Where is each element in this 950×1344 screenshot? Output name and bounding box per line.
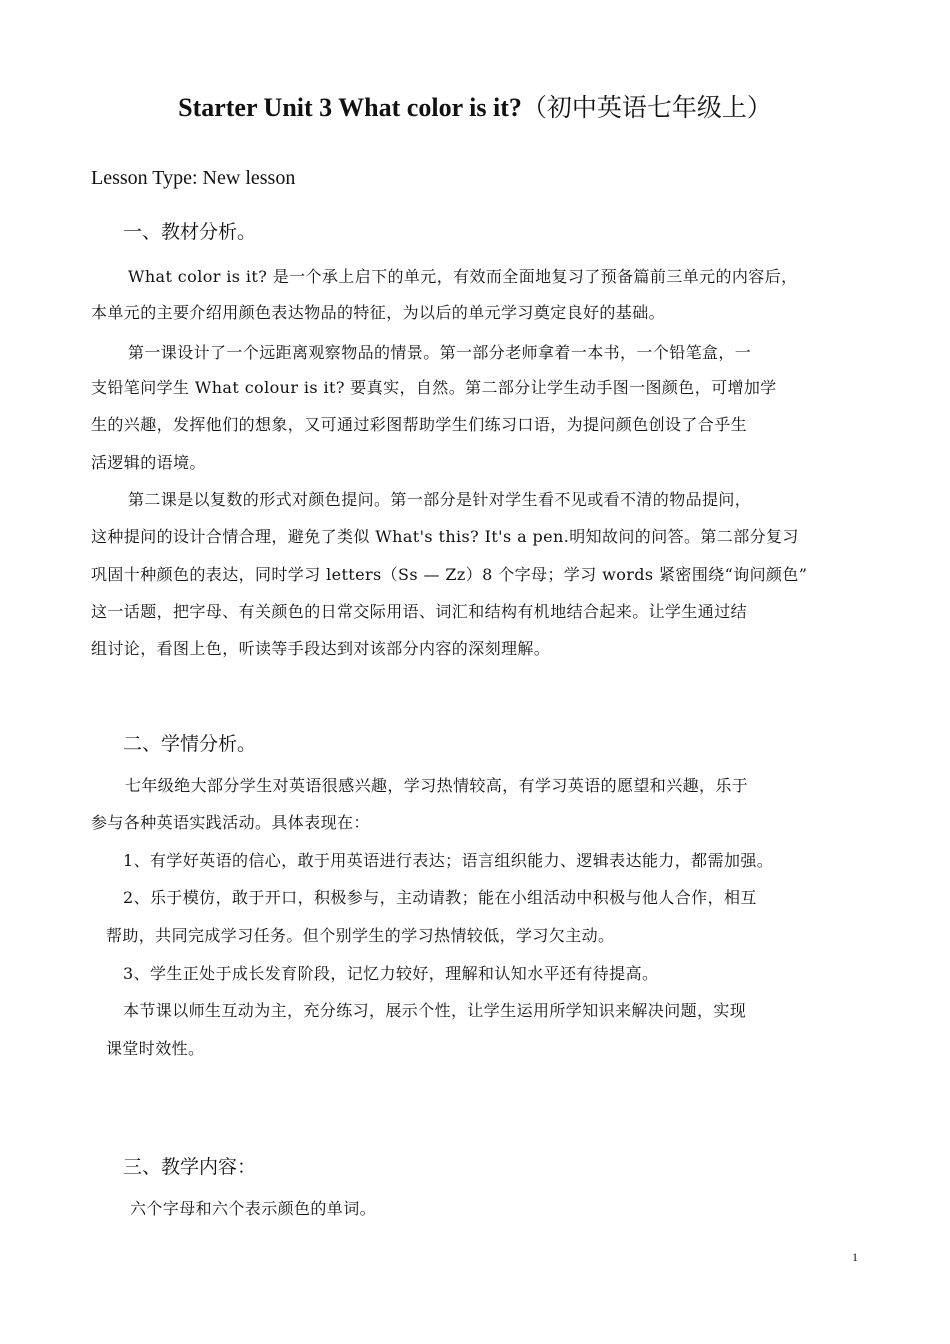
paragraph-line: 活逻辑的语境。 (91, 453, 206, 472)
paragraph-line: 课堂时效性。 (106, 1039, 205, 1058)
section-heading-1: 一、教材分析。 (123, 221, 257, 243)
paragraph-line: 六个字母和六个表示颜色的单词。 (130, 1199, 377, 1218)
paragraph-line: 七年级绝大部分学生对英语很感兴趣，学习热情较高，有学习英语的愿望和兴趣，乐于 (125, 776, 749, 795)
paragraph-line: 巩固十种颜色的表达，同时学习 letters（Ss — Zz）8 个字母；学习 words 紧密围绕“询问颜色” (91, 565, 808, 584)
page-number: 1 (852, 1250, 858, 1264)
document-title (0, 88, 950, 124)
paragraph-line: 本单元的主要介绍用颜色表达物品的特征，为以后的单元学习奠定良好的基础。 (91, 303, 666, 322)
section-heading-2: 二、学情分析。 (123, 733, 257, 755)
paragraph-line: What color is it? 是一个承上启下的单元，有效而全面地复习了预备篇前三单元的内容后， (128, 267, 798, 286)
paragraph-line: 生的兴趣，发挥他们的想象，又可通过彩图帮助学生们练习口语，为提问颜色创设了合乎生 (91, 415, 748, 434)
list-item: 2、乐于模仿，敢于开口，积极参与，主动请教；能在小组活动中积极与他人合作，相互 (123, 888, 757, 907)
paragraph-line: 第二课是以复数的形式对颜色提问。第一部分是针对学生看不见或看不清的物品提问， (128, 490, 752, 509)
list-item: 3、学生正处于成长发育阶段，记忆力较好，理解和认知水平还有待提高。 (123, 964, 659, 983)
paragraph-line: 第一课设计了一个远距离观察物品的情景。第一部分老师拿着一本书，一个铅笔盒，一 (128, 343, 752, 362)
paragraph-line: 参与各种英语实践活动。具体表现在： (91, 813, 370, 832)
section-heading-3: 三、教学内容： (123, 1156, 257, 1178)
paragraph-line: 支铅笔问学生 What colour is it? 要真实，自然。第二部分让学生动手图一图颜色，可增加学 (91, 378, 777, 397)
lesson-type: Lesson Type: New lesson (91, 167, 296, 189)
paragraph-line: 这种提问的设计合情合理，避免了类似 What's this? It's a pen.明知故问的问答。第二部分复习 (91, 527, 799, 546)
title-english: Starter Unit 3 What color is it? (178, 93, 522, 122)
title-chinese: （初中英语七年级上） (521, 93, 772, 122)
list-item: 1、有学好英语的信心，敢于用英语进行表达；语言组织能力、逻辑表达能力，都需加强。 (123, 851, 774, 870)
paragraph-line: 组讨论，看图上色，听读等手段达到对该部分内容的深刻理解。 (91, 639, 551, 658)
list-item: 帮助，共同完成学习任务。但个别学生的学习热情较低，学习欠主动。 (106, 926, 615, 945)
paragraph-line: 本节课以师生互动为主，充分练习，展示个性，让学生运用所学知识来解决问题，实现 (123, 1001, 747, 1020)
paragraph-line: 这一话题，把字母、有关颜色的日常交际用语、词汇和结构有机地结合起来。让学生通过结 (91, 602, 748, 621)
